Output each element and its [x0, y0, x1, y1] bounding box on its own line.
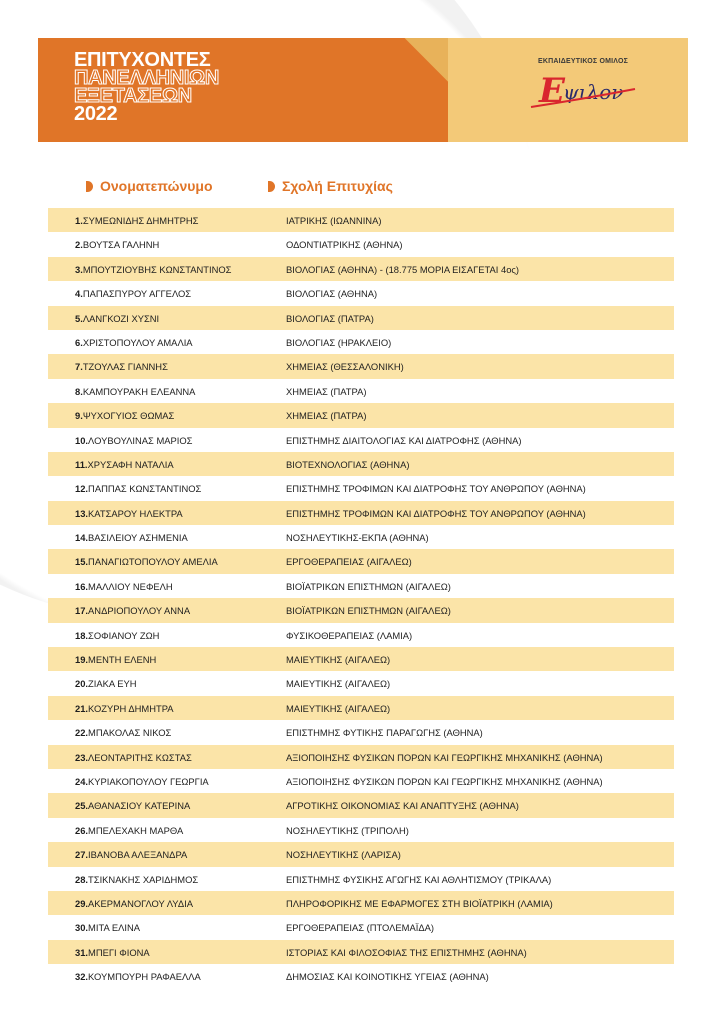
- student-name-text: ΙΒΑΝΟΒΑ ΑΛΕΞΑΝΔΡΑ: [88, 849, 188, 861]
- student-name-text: ΠΑΠΠΑΣ ΚΩΝΣΤΑΝΤΙΝΟΣ: [88, 483, 202, 495]
- school-name: ΝΟΣΗΛΕΥΤΙΚΗΣ-ΕΚΠΑ (ΑΘΗΝΑ): [286, 532, 429, 544]
- school-name: ΒΙΟΛΟΓΙΑΣ (ΑΘΗΝΑ): [286, 288, 378, 300]
- table-row: [48, 232, 674, 256]
- row-number: 20.: [75, 678, 89, 690]
- table-row: [48, 867, 674, 891]
- school-name: ΜΑΙΕΥΤΙΚΗΣ (ΑΙΓΑΛΕΩ): [286, 654, 391, 666]
- table-row: [48, 745, 674, 769]
- student-name-text: ΚΟΥΜΠΟΥΡΗ ΡΑΦΑΕΛΛΑ: [88, 971, 201, 983]
- student-name-text: ΜΠΕΛΕΧΑΚΗ ΜΑΡΘΑ: [88, 824, 184, 836]
- table-row: [48, 452, 674, 476]
- student-name: [75, 508, 183, 519]
- student-name: [75, 654, 156, 665]
- student-name-text: ΚΑΤΣΑΡΟΥ ΗΛΕΚΤΡΑ: [88, 507, 183, 519]
- row-number: 5.: [75, 312, 83, 324]
- table-row: [48, 623, 674, 647]
- school-name: ΒΙΟΛΟΓΙΑΣ (ΗΡΑΚΛΕΙΟ): [286, 336, 392, 348]
- student-name-text: ΜΙΤΑ ΕΛΙΝΑ: [88, 922, 140, 934]
- table-row: [48, 281, 674, 305]
- row-number: 27.: [75, 849, 89, 861]
- student-name: [75, 410, 174, 421]
- row-number: 2.: [75, 239, 83, 251]
- school-name: ΒΙΟΪΑΤΡΙΚΩΝ ΕΠΙΣΤΗΜΩΝ (ΑΙΓΑΛΕΩ): [286, 605, 451, 617]
- row-number: 21.: [75, 702, 89, 714]
- row-number: 15.: [75, 556, 89, 568]
- school-name: ΑΓΡΟΤΙΚΗΣ ΟΙΚΟΝΟΜΙΑΣ ΚΑΙ ΑΝΑΠΤΥΞΗΣ (ΑΘΗΝΑ): [286, 800, 519, 812]
- school-name: ΒΙΟΪΑΤΡΙΚΩΝ ΕΠΙΣΤΗΜΩΝ (ΑΙΓΑΛΕΩ): [286, 580, 451, 592]
- student-name-text: ΧΡΙΣΤΟΠΟΥΛΟΥ ΑΜΑΛΙΑ: [82, 336, 193, 348]
- student-name: [75, 752, 192, 763]
- student-name: [75, 483, 201, 494]
- student-name: [75, 435, 192, 446]
- row-number: 28.: [75, 873, 89, 885]
- student-name-text: ΒΑΣΙΛΕΙΟΥ ΑΣΗΜΕΝΙΑ: [88, 532, 188, 544]
- student-name: [75, 898, 193, 909]
- student-name: [75, 727, 171, 738]
- school-name: ΕΠΙΣΤΗΜΗΣ ΤΡΟΦΙΜΩΝ ΚΑΙ ΔΙΑΤΡΟΦΗΣ ΤΟΥ ΑΝΘΡΩΠΟΥ (ΑΘΗΝΑ): [286, 507, 586, 519]
- svg-text:Ε: Ε: [539, 71, 565, 111]
- student-name: [75, 922, 140, 933]
- school-name: ΜΑΙΕΥΤΙΚΗΣ (ΑΙΓΑΛΕΩ): [286, 702, 391, 714]
- school-name: ΑΞΙΟΠΟΙΗΣΗΣ ΦΥΣΙΚΩΝ ΠΟΡΩΝ ΚΑΙ ΓΕΩΡΓΙΚΗΣ ΜΗΧΑΝΙΚΗΣ (ΑΘΗΝΑ): [286, 775, 603, 787]
- table-row: [48, 964, 674, 988]
- student-name-text: ΛΟΥΒΟΥΛΙΝΑΣ ΜΑΡΙΟΣ: [88, 434, 193, 446]
- table-row: [48, 476, 674, 500]
- table-row: [48, 818, 674, 842]
- table-row: [48, 647, 674, 671]
- table-row: [48, 330, 674, 354]
- school-name: ΕΡΓΟΘΕΡΑΠΕΙΑΣ (ΑΙΓΑΛΕΩ): [286, 556, 412, 568]
- row-number: 17.: [75, 605, 89, 617]
- title-year: 2022: [74, 103, 118, 125]
- table-row: [48, 842, 674, 866]
- student-name-text: ΣΥΜΕΩΝΙΔΗΣ ΔΗΜΗΤΡΗΣ: [82, 215, 199, 226]
- student-name-text: ΚΟΖΥΡΗ ΔΗΜΗΤΡΑ: [88, 702, 174, 714]
- student-name: [75, 678, 137, 689]
- row-number: 9.: [75, 410, 83, 422]
- logo-wordmark: ψιλον: [563, 80, 624, 104]
- school-name: ΝΟΣΗΛΕΥΤΙΚΗΣ (ΤΡΙΠΟΛΗ): [286, 824, 409, 836]
- table-row: [48, 257, 674, 281]
- school-name: ΙΣΤΟΡΙΑΣ ΚΑΙ ΦΙΛΟΣΟΦΙΑΣ ΤΗΣ ΕΠΙΣΤΗΜΗΣ (ΑΘΗΝΑ): [286, 946, 527, 958]
- student-name-text: ΠΑΝΑΓΙΩΤΟΠΟΥΛΟΥ ΑΜΕΛΙΑ: [88, 556, 218, 568]
- table-row: [48, 940, 674, 964]
- school-name: ΑΞΙΟΠΟΙΗΣΗΣ ΦΥΣΙΚΩΝ ΠΟΡΩΝ ΚΑΙ ΓΕΩΡΓΙΚΗΣ ΜΗΧΑΝΙΚΗΣ (ΑΘΗΝΑ): [286, 751, 603, 763]
- student-name-text: ΛΕΟΝΤΑΡΙΤΗΣ ΚΩΣΤΑΣ: [88, 751, 192, 763]
- student-name-text: ΒΟΥΤΣΑ ΓΑΛΗΝΗ: [82, 239, 160, 251]
- logo-mark: [518, 69, 648, 115]
- table-row: [48, 208, 674, 232]
- table-row: [48, 501, 674, 525]
- table-row: [48, 671, 674, 695]
- school-name: ΝΟΣΗΛΕΥΤΙΚΗΣ (ΛΑΡΙΣΑ): [286, 849, 401, 861]
- student-name: [75, 239, 159, 250]
- bullet-icon: [86, 181, 93, 192]
- school-name: ΕΠΙΣΤΗΜΗΣ ΦΥΤΙΚΗΣ ΠΑΡΑΓΩΓΗΣ (ΑΘΗΝΑ): [286, 727, 483, 739]
- student-name-text: ΜΠΕΓΙ ΦΙΟΝΑ: [88, 946, 150, 958]
- table-row: [48, 891, 674, 915]
- student-name-text: ΑΘΑΝΑΣΙΟΥ ΚΑΤΕΡΙΝΑ: [88, 800, 191, 812]
- school-name: ΔΗΜΟΣΙΑΣ ΚΑΙ ΚΟΙΝΟΤΙΚΗΣ ΥΓΕΙΑΣ (ΑΘΗΝΑ): [286, 971, 489, 983]
- column-headers: [0, 178, 724, 198]
- table-row: [48, 769, 674, 793]
- student-name-text: ΜΑΛΛΙΟΥ ΝΕΦΕΛΗ: [88, 580, 173, 592]
- student-name-text: ΚΑΜΠΟΥΡΑΚΗ ΕΛΕΑΝΝΑ: [82, 385, 196, 397]
- school-name: ΧΗΜΕΙΑΣ (ΘΕΣΣΑΛΟΝΙΚΗ): [286, 361, 404, 373]
- name-column-header: Ονοματεπώνυμο: [86, 178, 213, 194]
- title-line-1: ΕΠΙΤΥΧΟΝΤΕΣ: [74, 49, 211, 71]
- student-name: [75, 556, 218, 567]
- row-number: 18.: [75, 629, 89, 641]
- row-number: 14.: [75, 532, 89, 544]
- row-number: 22.: [75, 727, 89, 739]
- school-name: ΒΙΟΤΕΧΝΟΛΟΓΙΑΣ (ΑΘΗΝΑ): [286, 458, 410, 470]
- bullet-icon: [268, 181, 275, 192]
- student-name: [75, 581, 173, 592]
- logo-caption: ΕΚΠΑΙΔΕΥΤΙΚΟΣ ΟΜΙΛΟΣ: [537, 58, 629, 65]
- table-row: [48, 354, 674, 378]
- student-name: [75, 264, 231, 275]
- row-number: 13.: [75, 507, 89, 519]
- title-line-3: ΕΞΕΤΑΣΕΩΝ: [74, 85, 192, 107]
- table-row: [48, 574, 674, 598]
- row-number: 11.: [75, 458, 88, 470]
- table-row: [48, 306, 674, 330]
- row-number: 23.: [75, 751, 89, 763]
- school-name: ΠΛΗΡΟΦΟΡΙΚΗΣ ΜΕ ΕΦΑΡΜΟΓΕΣ ΣΤΗ ΒΙΟΪΑΤΡΙΚΗ (ΛΑΜΙΑ): [286, 897, 553, 909]
- row-number: 25.: [75, 800, 89, 812]
- title-line-2: ΠΑΝΕΛΛΗΝΙΩΝ: [74, 67, 219, 89]
- epsilon-logo: [518, 58, 648, 115]
- student-name: [75, 459, 174, 470]
- school-column-header: Σχολή Επιτυχίας: [268, 178, 393, 194]
- student-name: [75, 776, 209, 787]
- row-number: 26.: [75, 824, 89, 836]
- row-number: 30.: [75, 922, 89, 934]
- student-name-text: ΑΚΕΡΜΑΝΟΓΛΟΥ ΛΥΔΙΑ: [88, 897, 193, 909]
- student-name: [75, 288, 191, 299]
- student-name-text: ΧΡΥΣΑΦΗ ΝΑΤΑΛΙΑ: [87, 458, 174, 470]
- school-name: ΕΠΙΣΤΗΜΗΣ ΔΙΑΙΤΟΛΟΓΙΑΣ ΚΑΙ ΔΙΑΤΡΟΦΗΣ (ΑΘΗΝΑ): [286, 434, 522, 446]
- student-name-text: ΜΠΟΥΤΖΙΟΥΒΗΣ ΚΩΝΣΤΑΝΤΙΝΟΣ: [82, 263, 232, 275]
- student-name-text: ΑΝΔΡΙΟΠΟΥΛΟΥ ΑΝΝΑ: [88, 605, 191, 617]
- student-name: [75, 630, 159, 641]
- student-name-text: ΛΑΝΓΚΟΖΙ ΧΥΣΝΙ: [82, 312, 160, 324]
- school-name: ΕΡΓΟΘΕΡΑΠΕΙΑΣ (ΠΤΟΛΕΜΑΪΔΑ): [286, 922, 434, 934]
- school-name: ΕΠΙΣΤΗΜΗΣ ΦΥΣΙΚΗΣ ΑΓΩΓΗΣ ΚΑΙ ΑΘΛΗΤΙΣΜΟΥ (ΤΡΙΚΑΛΑ): [286, 873, 552, 885]
- table-row: [48, 428, 674, 452]
- student-name-text: ΖΙΑΚΑ ΕΥΗ: [88, 678, 137, 690]
- table-row: [48, 915, 674, 939]
- table-row: [48, 549, 674, 573]
- student-name-text: ΤΖΟΥΛΑΣ ΓΙΑΝΝΗΣ: [82, 361, 168, 373]
- student-name: [75, 337, 193, 348]
- student-name-text: ΤΣΙΚΝΑΚΗΣ ΧΑΡΙΔΗΜΟΣ: [88, 873, 199, 885]
- student-name-text: ΠΑΠΑΣΠΥΡΟΥ ΑΓΓΕΛΟΣ: [82, 288, 192, 300]
- student-name: [75, 800, 190, 811]
- school-name: ΕΠΙΣΤΗΜΗΣ ΤΡΟΦΙΜΩΝ ΚΑΙ ΔΙΑΤΡΟΦΗΣ ΤΟΥ ΑΝΘΡΩΠΟΥ (ΑΘΗΝΑ): [286, 483, 586, 495]
- epsilon-logo-icon: [523, 69, 643, 113]
- row-number: 32.: [75, 971, 89, 983]
- header-banner: [38, 38, 688, 142]
- student-name: [75, 313, 159, 324]
- student-name: [75, 605, 190, 616]
- row-number: 8.: [75, 385, 83, 397]
- row-number: 10.: [75, 434, 89, 446]
- school-name: ΒΙΟΛΟΓΙΑΣ (ΠΑΤΡΑ): [286, 312, 374, 324]
- row-number: 4.: [75, 288, 83, 300]
- row-number: 6.: [75, 336, 83, 348]
- row-number: 24.: [75, 775, 89, 787]
- row-number: 16.: [75, 580, 89, 592]
- student-name: [75, 703, 174, 714]
- student-name: [75, 825, 183, 836]
- student-name: [75, 386, 195, 397]
- table-row: [48, 598, 674, 622]
- student-name-text: ΜΠΑΚΟΛΑΣ ΝΙΚΟΣ: [88, 727, 172, 739]
- table-row: [48, 793, 674, 817]
- table-row: [48, 403, 674, 427]
- row-number: 31.: [75, 946, 89, 958]
- student-name-text: ΚΥΡΙΑΚΟΠΟΥΛΟΥ ΓΕΩΡΓΙΑ: [88, 775, 209, 787]
- student-name-text: ΣΟΦΙΑΝΟΥ ΖΩΗ: [88, 629, 160, 641]
- school-name: ΜΑΙΕΥΤΙΚΗΣ (ΑΙΓΑΛΕΩ): [286, 678, 391, 690]
- student-name: [75, 947, 150, 958]
- row-number: 3.: [75, 263, 83, 275]
- row-number: 29.: [75, 897, 89, 909]
- row-number: 19.: [75, 654, 89, 666]
- page-title: [74, 51, 219, 123]
- results-table: [48, 208, 674, 989]
- table-row: [48, 720, 674, 744]
- school-name: ΧΗΜΕΙΑΣ (ΠΑΤΡΑ): [286, 385, 367, 397]
- school-name: ΦΥΣΙΚΟΘΕΡΑΠΕΙΑΣ (ΛΑΜΙΑ): [286, 629, 413, 641]
- student-name: [75, 361, 168, 372]
- student-name: [75, 971, 201, 982]
- row-number: 12.: [75, 483, 89, 495]
- table-row: [48, 379, 674, 403]
- student-name-text: ΜΕΝΤΗ ΕΛΕΝΗ: [88, 654, 157, 666]
- table-row: [48, 525, 674, 549]
- school-name: ΟΔΟΝΤΙΑΤΡΙΚΗΣ (ΑΘΗΝΑ): [286, 239, 403, 251]
- school-name: ΙΑΤΡΙΚΗΣ (ΙΩΑΝΝΙΝΑ): [286, 215, 382, 226]
- school-name: ΧΗΜΕΙΑΣ (ΠΑΤΡΑ): [286, 410, 367, 422]
- school-name: ΒΙΟΛΟΓΙΑΣ (ΑΘΗΝΑ) - (18.775 ΜΟΡΙΑ ΕΙΣΑΓΕΤΑΙ 4ος): [286, 263, 520, 275]
- student-name: [75, 532, 188, 543]
- row-number: 7.: [75, 361, 83, 373]
- table-row: [48, 696, 674, 720]
- student-name: [75, 849, 187, 860]
- student-name: [75, 215, 198, 226]
- student-name: [75, 874, 198, 885]
- student-name-text: ΨΥΧΟΓΥΙΟΣ ΘΩΜΑΣ: [82, 410, 175, 422]
- row-number: 1.: [75, 215, 83, 226]
